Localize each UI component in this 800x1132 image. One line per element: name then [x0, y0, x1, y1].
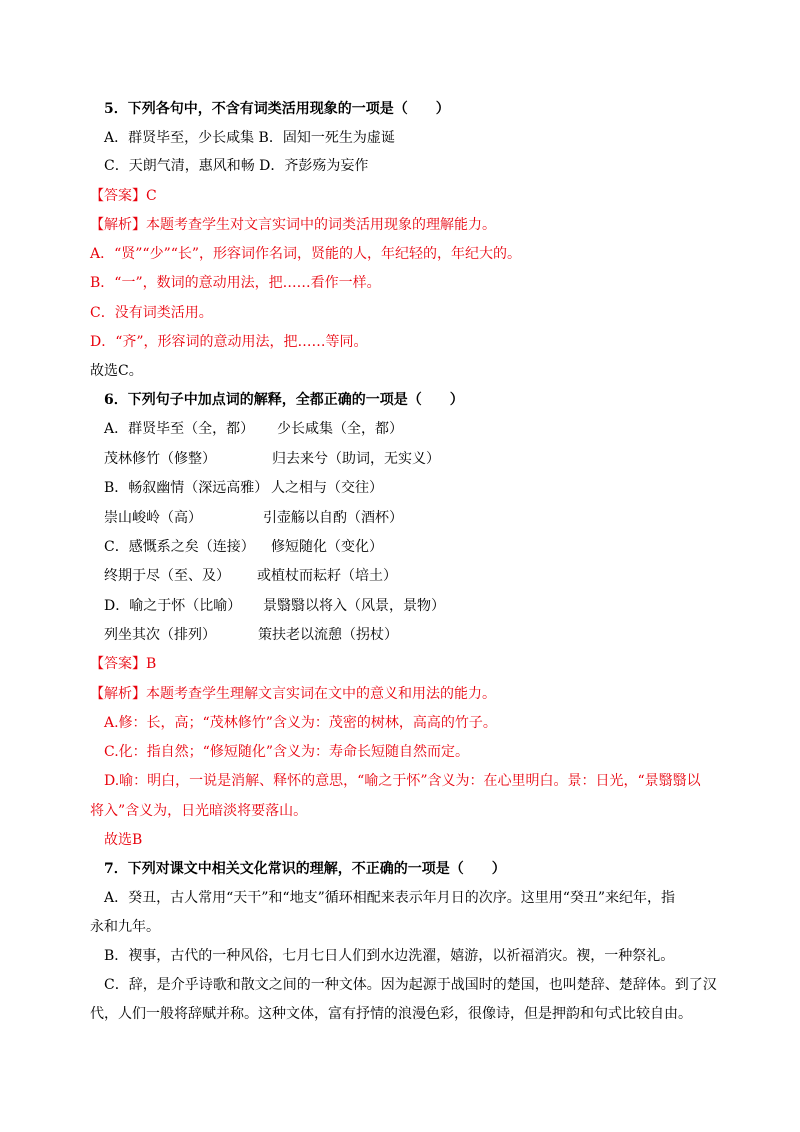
- q7-option-a-line1: A．癸丑，古人常用“天干”和“地支”循环相配来表示年月日的次序。这里用“癸丑”来纪年，指: [104, 890, 676, 906]
- q6-explain-a: A.修：长，高；“茂林修竹”含义为：茂密的树林，高高的竹子。: [104, 715, 497, 731]
- q6-choice: 故选B: [104, 832, 143, 848]
- q6-option-c1: C．感慨系之矣（连接）: [104, 539, 255, 555]
- q6-option-c2: 修短随化（变化）: [271, 539, 383, 555]
- q7-option-c-line2: 代，人们一般将辞赋并称。这种文体，富有抒情的浪漫色彩，很像诗，但是押韵和句式比较自由。: [90, 1006, 692, 1022]
- q7-option-c-line1: C．辞，是介乎诗歌和散文之间的一种文体。因为起源于战国时的楚国，也叫楚辞、楚辞体。到了汉: [104, 977, 717, 993]
- q6-option-d1: D．喻之于怀（比喻）: [104, 598, 242, 614]
- q5-answer: 【答案】C: [90, 188, 157, 204]
- q6-option-d4: 策扶老以流憩（拐杖）: [258, 627, 398, 643]
- q6-explain-c: C.化：指自然；“修短随化”含义为：寿命长短随自然而定。: [104, 744, 469, 760]
- q6-option-c3: 终期于尽（至、及）: [104, 568, 230, 584]
- q5-explain-a: A．“贤”“少”“长”，形容词作名词，贤能的人，年纪轻的，年纪大的。: [90, 246, 522, 262]
- q6-explain-d-line2: 将入”含义为，日光暗淡将要落山。: [90, 803, 308, 819]
- q5-options-cd: C．天朗气清，惠风和畅 D．齐彭殇为妄作: [104, 158, 369, 174]
- q6-analysis: 【解析】本题考查学生理解文言实词在文中的意义和用法的能力。: [90, 686, 496, 702]
- q6-option-a1: A．群贤毕至（全，都）: [104, 421, 255, 437]
- q6-option-d2: 景翳翳以将入（风景，景物）: [263, 598, 445, 614]
- q6-option-a2: 少长咸集（全，都）: [277, 421, 403, 437]
- q5-explain-c: C．没有词类活用。: [90, 305, 213, 321]
- q6-option-a3: 茂林修竹（修整）: [104, 451, 216, 467]
- q7-option-b: B．褉事，古代的一种风俗，七月七日人们到水边洗濯，嬉游，以祈福消灾。褉，一种祭礼。: [104, 948, 675, 964]
- q7-title: 7．下列对课文中相关文化常识的理解，不正确的一项是（ ）: [104, 861, 506, 877]
- q6-explain-d-line1: D.喻：明白，一说是消解、释怀的意思，“喻之于怀”含义为：在心里明白。景：日光，“景翳翳以: [104, 773, 701, 789]
- q6-title: 6．下列句子中加点词的解释，全都正确的一项是（ ）: [104, 392, 464, 408]
- q6-option-b4: 引壶觞以自酌（酒杯）: [263, 510, 403, 526]
- q7-option-a-line2: 永和九年。: [90, 919, 160, 935]
- q6-option-b1: B．畅叙幽情（深远高雅）: [104, 480, 269, 496]
- q6-option-b3: 崇山峻岭（高）: [104, 510, 202, 526]
- q6-option-b2: 人之相与（交往）: [271, 480, 383, 496]
- q5-explain-d: D．“齐”，形容词的意动用法，把……等同。: [90, 334, 368, 350]
- q5-choice: 故选C。: [90, 363, 143, 379]
- q6-option-c4: 或植杖而耘耔（培土）: [257, 568, 397, 584]
- q5-explain-b: B．“一”，数词的意动用法，把……看作一样。: [90, 275, 381, 291]
- q5-title: 5．下列各句中，不含有词类活用现象的一项是（ ）: [104, 101, 450, 117]
- q6-option-a4: 归去来兮（助词，无实义）: [272, 451, 440, 467]
- q6-option-d3: 列坐其次（排列）: [104, 627, 216, 643]
- q5-analysis: 【解析】本题考查学生对文言实词中的词类活用现象的理解能力。: [90, 217, 496, 233]
- q5-options-ab: A．群贤毕至，少长咸集 B．固知一死生为虚诞: [104, 130, 395, 146]
- q6-answer: 【答案】B: [90, 656, 157, 672]
